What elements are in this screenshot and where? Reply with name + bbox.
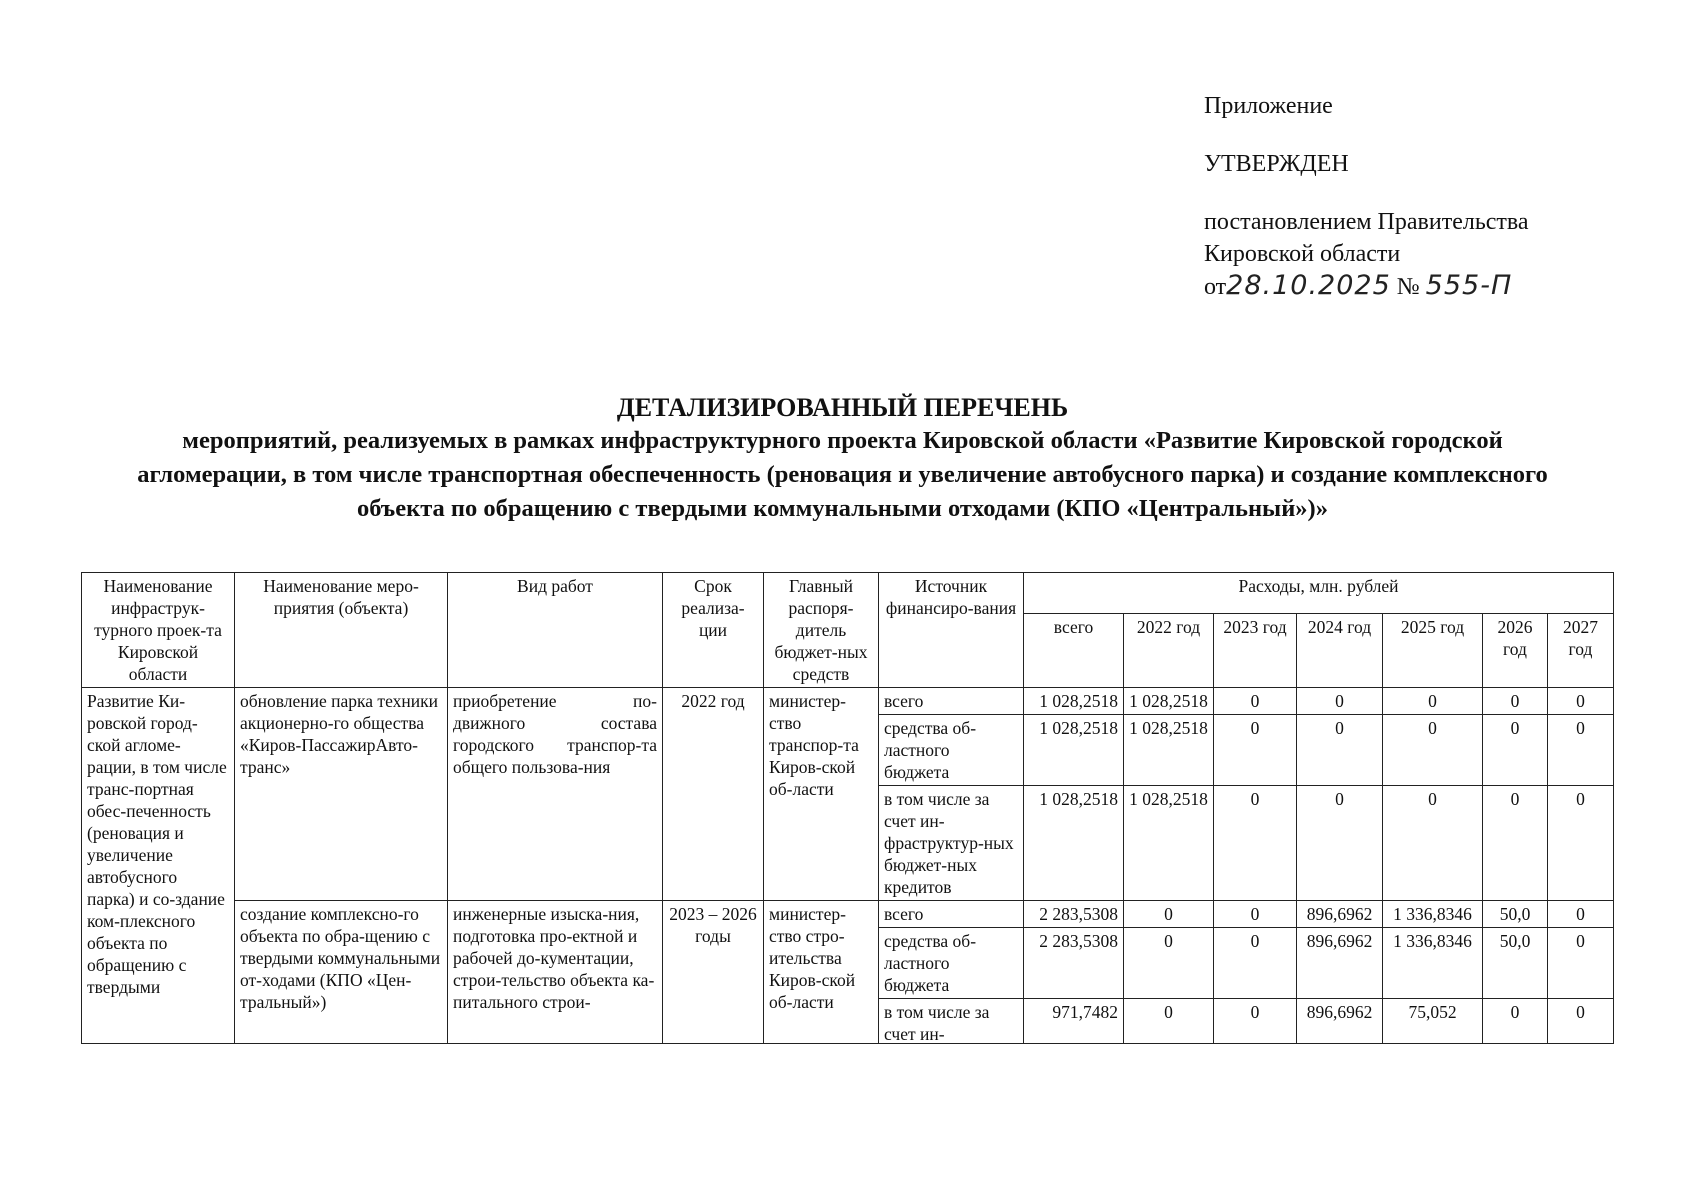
y2026-cell: 0 bbox=[1483, 688, 1548, 715]
total-cell: 2 283,5308 bbox=[1024, 928, 1124, 999]
y2024-cell: 896,6962 bbox=[1297, 928, 1383, 999]
y2025-cell: 0 bbox=[1383, 715, 1483, 786]
y2027-cell: 0 bbox=[1548, 786, 1614, 901]
appendix-label: Приложение bbox=[1204, 93, 1333, 119]
source-cell: в том числе за счет ин-фраструктур-ных бюджет-ных кредитов bbox=[879, 786, 1024, 901]
manager-cell: министер-ство стро-ительства Киров-ской об-ласти bbox=[764, 901, 879, 1044]
y2024-cell: 0 bbox=[1297, 786, 1383, 901]
header-project: Наименование инфраструк-турного проек-та Кировской области bbox=[82, 573, 235, 688]
decree-line-1: постановлением Правительства bbox=[1204, 209, 1529, 235]
y2025-cell: 1 336,8346 bbox=[1383, 901, 1483, 928]
y2026-cell: 0 bbox=[1483, 999, 1548, 1044]
y2027-cell: 0 bbox=[1548, 715, 1614, 786]
header-2025: 2025 год bbox=[1383, 613, 1483, 687]
header-period: Срок реализа-ции bbox=[663, 573, 764, 688]
header-2024: 2024 год bbox=[1297, 613, 1383, 687]
header-work: Вид работ bbox=[448, 573, 663, 688]
header-2027: 2027 год bbox=[1548, 613, 1614, 687]
y2024-cell: 0 bbox=[1297, 715, 1383, 786]
y2022-cell: 0 bbox=[1124, 999, 1214, 1044]
y2025-cell: 0 bbox=[1383, 688, 1483, 715]
y2027-cell: 0 bbox=[1548, 928, 1614, 999]
y2026-cell: 0 bbox=[1483, 715, 1548, 786]
handwritten-number: 555-П bbox=[1425, 270, 1513, 301]
y2022-cell: 1 028,2518 bbox=[1124, 786, 1214, 901]
period-cell: 2022 год bbox=[663, 688, 764, 901]
y2023-cell: 0 bbox=[1214, 786, 1297, 901]
decree-line-2: Кировской области bbox=[1204, 241, 1401, 267]
header-2023: 2023 год bbox=[1214, 613, 1297, 687]
decree-date-line bbox=[1204, 270, 1529, 303]
y2023-cell: 0 bbox=[1214, 715, 1297, 786]
document-subtitle: мероприятий, реализуемых в рамках инфраструктурного проекта Кировской области «Развитие Кировской городской агломерации, в том числе транспортная обеспеченность (реновация и увеличение автобусного парка) и создание комплексного объекта по обращению с твердыми коммунальными отходами (КПО «Центральный»)» bbox=[137, 427, 1548, 522]
total-cell: 971,7482 bbox=[1024, 999, 1124, 1044]
y2022-cell: 0 bbox=[1124, 928, 1214, 999]
title-block bbox=[40, 392, 1645, 526]
y2023-cell: 0 bbox=[1214, 901, 1297, 928]
total-cell: 1 028,2518 bbox=[1024, 715, 1124, 786]
source-text: в том числе за счет ин- bbox=[884, 1002, 990, 1041]
y2025-cell: 1 336,8346 bbox=[1383, 928, 1483, 999]
work-cell: инженерные изыска-ния, подготовка про-ектной и рабочей до-кументации, строи-тельство объекта ка-питального строи- bbox=[448, 901, 663, 1044]
y2026-cell: 0 bbox=[1483, 786, 1548, 901]
y2022-cell: 0 bbox=[1124, 901, 1214, 928]
header-row-1 bbox=[82, 573, 1614, 614]
approved-label: УТВЕРЖДЕН bbox=[1204, 151, 1349, 177]
activity-cell: обновление парка техники акционерно-го общества «Киров-ПассажирАвто-транс» bbox=[235, 688, 448, 901]
approval-block bbox=[1204, 90, 1529, 303]
table-row bbox=[82, 688, 1614, 715]
y2022-cell: 1 028,2518 bbox=[1124, 688, 1214, 715]
date-prefix: от bbox=[1204, 274, 1227, 300]
header-source: Источник финансиро-вания bbox=[879, 573, 1024, 688]
y2024-cell: 896,6962 bbox=[1297, 901, 1383, 928]
y2026-cell: 50,0 bbox=[1483, 901, 1548, 928]
source-cell bbox=[879, 999, 1024, 1044]
header-activity: Наименование меро-приятия (объекта) bbox=[235, 573, 448, 688]
y2024-cell: 896,6962 bbox=[1297, 999, 1383, 1044]
project-name-cell: Развитие Ки-ровской город-ской агломе-рации, в том числе транс-портная обес-печенность (реновация и увеличение автобусного парка) и со-здание ком-плексного объекта по обращению с твердыми bbox=[82, 688, 235, 1044]
header-expenses: Расходы, млн. рублей bbox=[1024, 573, 1614, 614]
y2025-cell: 75,052 bbox=[1383, 999, 1483, 1044]
source-cell: всего bbox=[879, 901, 1024, 928]
source-cell: средства об-ластного бюджета bbox=[879, 928, 1024, 999]
y2027-cell: 0 bbox=[1548, 901, 1614, 928]
table-row bbox=[82, 901, 1614, 928]
y2027-cell: 0 bbox=[1548, 688, 1614, 715]
period-cell: 2023 – 2026 годы bbox=[663, 901, 764, 1044]
source-cell: средства об-ластного бюджета bbox=[879, 715, 1024, 786]
header-total: всего bbox=[1024, 613, 1124, 687]
number-prefix: № bbox=[1396, 274, 1420, 300]
y2025-cell: 0 bbox=[1383, 786, 1483, 901]
handwritten-date: 28.10.2025 bbox=[1226, 270, 1391, 301]
header-2026: 2026 год bbox=[1483, 613, 1548, 687]
activity-cell: создание комплексно-го объекта по обра-щению с твердыми коммунальными от-ходами (КПО «Цен-тральный») bbox=[235, 901, 448, 1044]
y2027-cell: 0 bbox=[1548, 999, 1614, 1044]
work-cell: приобретение по-движного состава городского транспор-та общего пользова-ния bbox=[448, 688, 663, 901]
y2022-cell: 1 028,2518 bbox=[1124, 715, 1214, 786]
y2023-cell: 0 bbox=[1214, 928, 1297, 999]
activities-table bbox=[81, 572, 1614, 1044]
y2026-cell: 50,0 bbox=[1483, 928, 1548, 999]
total-cell: 2 283,5308 bbox=[1024, 901, 1124, 928]
y2023-cell: 0 bbox=[1214, 688, 1297, 715]
y2023-cell: 0 bbox=[1214, 999, 1297, 1044]
y2024-cell: 0 bbox=[1297, 688, 1383, 715]
header-2022: 2022 год bbox=[1124, 613, 1214, 687]
total-cell: 1 028,2518 bbox=[1024, 786, 1124, 901]
total-cell: 1 028,2518 bbox=[1024, 688, 1124, 715]
header-manager: Главный распоря-дитель бюджет-ных средств bbox=[764, 573, 879, 688]
source-cell: всего bbox=[879, 688, 1024, 715]
manager-cell: министер-ство транспор-та Киров-ской об-ласти bbox=[764, 688, 879, 901]
document-title: ДЕТАЛИЗИРОВАННЫЙ ПЕРЕЧЕНЬ bbox=[616, 393, 1069, 422]
